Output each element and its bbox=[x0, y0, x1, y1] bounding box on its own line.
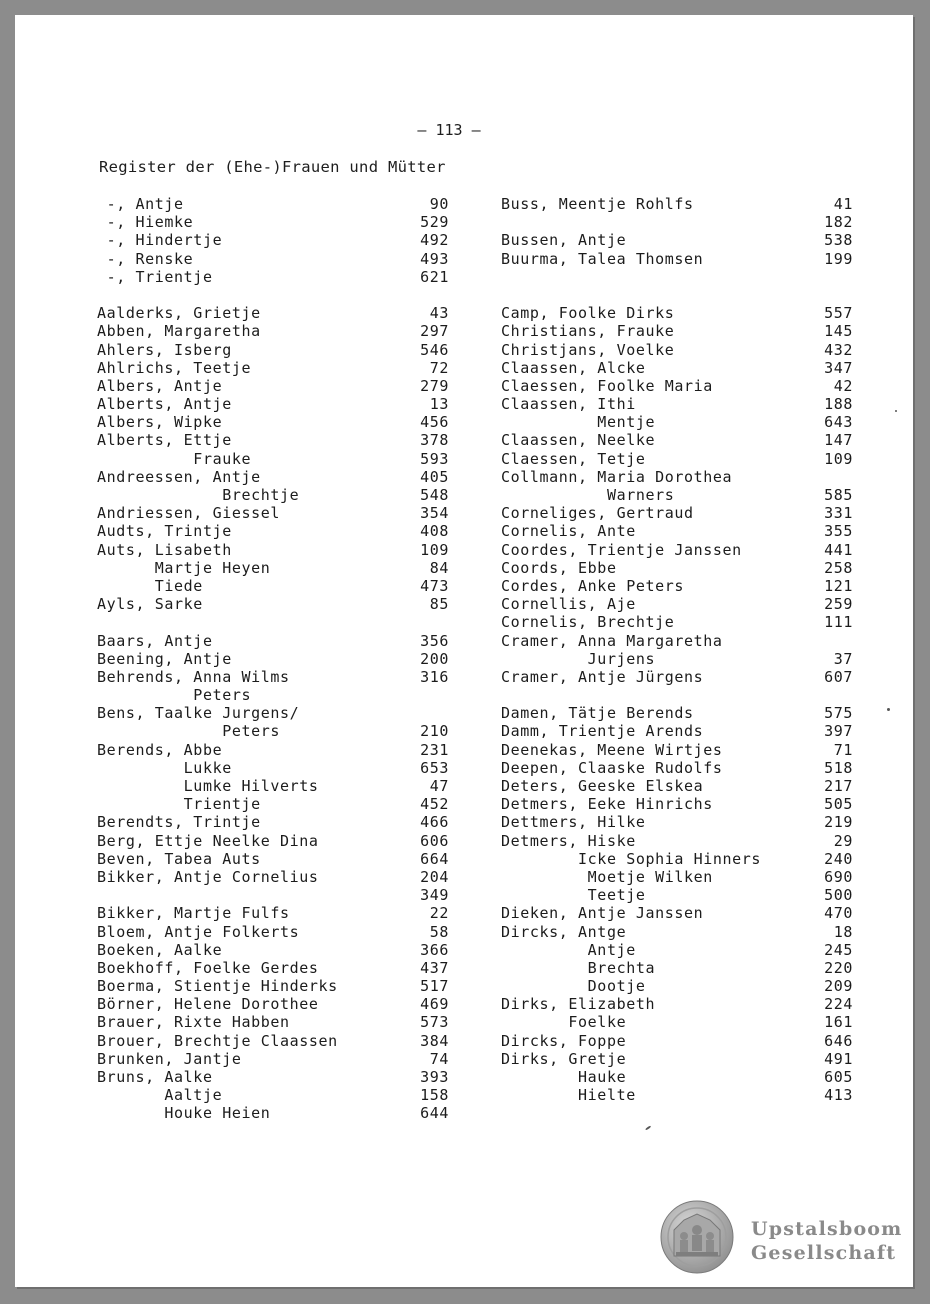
entry-name: Jurjens bbox=[501, 649, 656, 668]
register-entry bbox=[501, 559, 853, 577]
entry-page-number: 22 bbox=[429, 904, 449, 923]
society-seal-icon bbox=[660, 1200, 734, 1274]
register-column-left bbox=[97, 195, 449, 1123]
entry-name: Beening, Antje bbox=[97, 649, 232, 668]
entry-page-number: 646 bbox=[824, 1031, 853, 1050]
entry-page-number: 500 bbox=[824, 886, 853, 905]
entry-page-number: 41 bbox=[833, 195, 853, 213]
entry-name: Berg, Ettje Neelke Dina bbox=[97, 831, 319, 850]
register-entry bbox=[501, 686, 853, 704]
entry-name: Bens, Taalke Jurgens/ bbox=[97, 704, 300, 723]
entry-page-number: 405 bbox=[420, 467, 449, 486]
register-entry bbox=[501, 231, 853, 249]
register-entry bbox=[97, 468, 449, 486]
register-entry bbox=[501, 1013, 853, 1031]
page-title: Register der (Ehe-)Frauen und Mütter bbox=[99, 158, 446, 176]
register-entry bbox=[501, 1050, 853, 1068]
register-entry bbox=[501, 268, 853, 286]
entry-page-number: 356 bbox=[420, 631, 449, 650]
entry-page-number: 18 bbox=[833, 922, 853, 941]
register-entry bbox=[97, 650, 449, 668]
entry-name: Deters, Geeske Elskea bbox=[501, 777, 704, 795]
entry-page-number: 575 bbox=[824, 704, 853, 723]
entry-name: Dircks, Antge bbox=[501, 922, 627, 941]
register-entry bbox=[501, 341, 853, 359]
register-entry bbox=[97, 541, 449, 559]
register-entry bbox=[501, 1032, 853, 1050]
entry-name: Camp, Foolke Dirks bbox=[501, 304, 675, 323]
entry-name: Claassen, Alcke bbox=[501, 358, 646, 377]
entry-page-number: 47 bbox=[429, 777, 449, 795]
register-entry bbox=[501, 923, 853, 941]
entry-name: Damm, Trientje Arends bbox=[501, 722, 704, 741]
entry-page-number: 245 bbox=[824, 940, 853, 959]
entry-page-number: 13 bbox=[429, 395, 449, 414]
entry-name: Dieken, Antje Janssen bbox=[501, 904, 704, 923]
register-entry bbox=[501, 832, 853, 850]
register-entry bbox=[97, 832, 449, 850]
register-entry bbox=[97, 304, 449, 322]
entry-page-number: 437 bbox=[420, 958, 449, 977]
register-entry bbox=[501, 813, 853, 831]
entry-page-number: 384 bbox=[420, 1031, 449, 1050]
register-entry bbox=[501, 322, 853, 340]
entry-page-number: 432 bbox=[824, 340, 853, 359]
entry-page-number: 546 bbox=[420, 340, 449, 359]
entry-page-number: 161 bbox=[824, 1013, 853, 1032]
entry-page-number: 217 bbox=[824, 777, 853, 795]
register-entry bbox=[97, 268, 449, 286]
register-entry bbox=[97, 613, 449, 631]
entry-name: Deenekas, Meene Wirtjes bbox=[501, 740, 723, 759]
entry-page-number: 607 bbox=[824, 667, 853, 686]
entry-name: Ayls, Sarke bbox=[97, 595, 203, 614]
page-number: – 113 – bbox=[417, 121, 481, 139]
entry-name: Peters bbox=[97, 722, 280, 741]
entry-name: Boekhoff, Foelke Gerdes bbox=[97, 958, 319, 977]
entry-name: Dircks, Foppe bbox=[501, 1031, 627, 1050]
register-entry bbox=[97, 741, 449, 759]
register-entry bbox=[97, 1032, 449, 1050]
entry-page-number: 690 bbox=[824, 867, 853, 886]
entry-name: Corneliges, Gertraud bbox=[501, 504, 694, 523]
entry-page-number: 259 bbox=[824, 595, 853, 614]
register-entry bbox=[97, 395, 449, 413]
register-entry bbox=[97, 450, 449, 468]
register-entry bbox=[97, 977, 449, 995]
register-entry bbox=[97, 850, 449, 868]
entry-page-number: 548 bbox=[420, 486, 449, 504]
entry-page-number: 493 bbox=[420, 249, 449, 268]
entry-name: Buurma, Talea Thomsen bbox=[501, 249, 704, 268]
register-entry bbox=[501, 250, 853, 268]
entry-page-number: 109 bbox=[824, 449, 853, 468]
register-entry bbox=[97, 923, 449, 941]
entry-page-number: 492 bbox=[420, 231, 449, 250]
entry-page-number: 349 bbox=[420, 886, 449, 905]
entry-page-number: 354 bbox=[420, 504, 449, 523]
entry-name: Bruns, Aalke bbox=[97, 1068, 213, 1086]
register-entry bbox=[97, 322, 449, 340]
register-entry bbox=[501, 468, 853, 486]
register-entry bbox=[97, 250, 449, 268]
entry-name: Teetje bbox=[501, 886, 646, 905]
register-entry bbox=[501, 577, 853, 595]
register-entry bbox=[501, 286, 853, 304]
entry-name: Bikker, Martje Fulfs bbox=[97, 904, 290, 923]
paper-speck bbox=[895, 410, 897, 412]
register-entry bbox=[97, 286, 449, 304]
entry-name: Behrends, Anna Wilms bbox=[97, 667, 290, 686]
entry-name: Albers, Antje bbox=[97, 376, 223, 395]
entry-name: Frauke bbox=[97, 449, 252, 468]
register-entry bbox=[501, 1068, 853, 1086]
paper-speck bbox=[645, 1125, 651, 1130]
register-entry bbox=[97, 1086, 449, 1104]
entry-name: Buss, Meentje Rohlfs bbox=[501, 195, 694, 213]
entry-name: -, Hindertje bbox=[97, 231, 223, 250]
entry-name: Antje bbox=[501, 940, 636, 959]
entry-page-number: 621 bbox=[420, 267, 449, 286]
register-entry bbox=[97, 559, 449, 577]
entry-page-number: 279 bbox=[420, 376, 449, 395]
register-entry bbox=[501, 377, 853, 395]
entry-name: Warners bbox=[501, 486, 675, 504]
entry-name: Claessen, Foolke Maria bbox=[501, 376, 713, 395]
entry-page-number: 84 bbox=[429, 558, 449, 577]
entry-page-number: 220 bbox=[824, 958, 853, 977]
entry-name: Martje Heyen bbox=[97, 558, 271, 577]
entry-name: Christians, Frauke bbox=[501, 322, 675, 341]
entry-name: Boeken, Aalke bbox=[97, 940, 223, 959]
entry-page-number: 147 bbox=[824, 431, 853, 450]
register-entry bbox=[97, 504, 449, 522]
entry-page-number: 200 bbox=[420, 649, 449, 668]
register-entry bbox=[501, 977, 853, 995]
entry-page-number: 297 bbox=[420, 322, 449, 341]
entry-name: Beven, Tabea Auts bbox=[97, 849, 261, 868]
entry-page-number: 111 bbox=[824, 613, 853, 632]
entry-page-number: 606 bbox=[420, 831, 449, 850]
register-entry bbox=[501, 704, 853, 722]
entry-name: Coords, Ebbe bbox=[501, 558, 617, 577]
register-entry bbox=[501, 613, 853, 631]
register-entry bbox=[501, 795, 853, 813]
entry-name: Dootje bbox=[501, 977, 646, 996]
entry-name: Lumke Hilverts bbox=[97, 777, 319, 795]
register-entry bbox=[97, 195, 449, 213]
entry-name: Damen, Tätje Berends bbox=[501, 704, 694, 723]
entry-page-number: 505 bbox=[824, 795, 853, 814]
entry-page-number: 355 bbox=[824, 522, 853, 541]
society-wordmark bbox=[751, 1217, 903, 1265]
entry-name: Alberts, Antje bbox=[97, 395, 232, 414]
register-entry bbox=[501, 668, 853, 686]
register-entry bbox=[97, 1050, 449, 1068]
entry-page-number: 121 bbox=[824, 576, 853, 595]
register-entry bbox=[501, 632, 853, 650]
entry-name: Foelke bbox=[501, 1013, 627, 1032]
register-entry bbox=[501, 413, 853, 431]
entry-name: Baars, Antje bbox=[97, 631, 213, 650]
register-entry bbox=[97, 431, 449, 449]
register-entry bbox=[501, 941, 853, 959]
entry-page-number: 605 bbox=[824, 1068, 853, 1086]
entry-page-number: 158 bbox=[420, 1086, 449, 1105]
register-entry bbox=[97, 886, 449, 904]
entry-name: Hielte bbox=[501, 1086, 636, 1105]
register-entry bbox=[501, 541, 853, 559]
register-entry bbox=[501, 395, 853, 413]
entry-page-number: 397 bbox=[824, 722, 853, 741]
entry-page-number: 210 bbox=[420, 722, 449, 741]
entry-page-number: 29 bbox=[833, 831, 853, 850]
brand-line-2: Gesellschaft bbox=[751, 1242, 897, 1264]
register-entry bbox=[501, 777, 853, 795]
register-entry bbox=[501, 431, 853, 449]
register-entry bbox=[97, 904, 449, 922]
entry-page-number: 456 bbox=[420, 413, 449, 432]
entry-page-number: 71 bbox=[833, 740, 853, 759]
register-entry bbox=[501, 722, 853, 740]
entry-page-number: 224 bbox=[824, 995, 853, 1014]
brand-line-1: Upstalsboom bbox=[751, 1218, 903, 1240]
entry-name: Houke Heien bbox=[97, 1104, 271, 1123]
register-entry bbox=[97, 813, 449, 831]
register-entry bbox=[501, 850, 853, 868]
register-entry bbox=[501, 504, 853, 522]
register-entry bbox=[97, 959, 449, 977]
register-entry bbox=[97, 668, 449, 686]
entry-page-number: 470 bbox=[824, 904, 853, 923]
register-entry bbox=[501, 304, 853, 322]
register-entry bbox=[97, 359, 449, 377]
entry-page-number: 199 bbox=[824, 249, 853, 268]
entry-page-number: 188 bbox=[824, 395, 853, 414]
entry-page-number: 209 bbox=[824, 977, 853, 996]
register-entry bbox=[501, 650, 853, 668]
entry-name: -, Renske bbox=[97, 249, 194, 268]
entry-page-number: 72 bbox=[429, 358, 449, 377]
entry-name: Abben, Margaretha bbox=[97, 322, 261, 341]
register-entry bbox=[97, 722, 449, 740]
register-entry bbox=[97, 632, 449, 650]
register-entry bbox=[501, 213, 853, 231]
entry-name: Trientje bbox=[97, 795, 261, 814]
entry-name: Dirks, Elizabeth bbox=[501, 995, 656, 1014]
register-entry bbox=[97, 231, 449, 249]
entry-name: Detmers, Hiske bbox=[501, 831, 636, 850]
entry-name: Detmers, Eeke Hinrichs bbox=[501, 795, 713, 814]
entry-name: Berends, Abbe bbox=[97, 740, 223, 759]
entry-name: Deepen, Claaske Rudolfs bbox=[501, 758, 723, 777]
entry-page-number: 593 bbox=[420, 449, 449, 468]
entry-name: Albers, Wipke bbox=[97, 413, 223, 432]
document-page bbox=[15, 15, 913, 1287]
entry-name: Andriessen, Giessel bbox=[97, 504, 280, 523]
entry-name: Claassen, Neelke bbox=[501, 431, 656, 450]
register-entry bbox=[501, 486, 853, 504]
entry-page-number: 557 bbox=[824, 304, 853, 323]
register-entry bbox=[97, 704, 449, 722]
entry-page-number: 573 bbox=[420, 1013, 449, 1032]
register-entry bbox=[97, 1068, 449, 1086]
entry-name: Brechtje bbox=[97, 486, 300, 504]
entry-name: -, Antje bbox=[97, 195, 184, 213]
entry-page-number: 491 bbox=[824, 1049, 853, 1068]
register-entry bbox=[97, 795, 449, 813]
entry-page-number: 529 bbox=[420, 213, 449, 232]
register-entry bbox=[97, 377, 449, 395]
entry-page-number: 90 bbox=[429, 195, 449, 213]
entry-name: Auts, Lisabeth bbox=[97, 540, 232, 559]
register-entry bbox=[97, 595, 449, 613]
entry-name: Audts, Trintje bbox=[97, 522, 232, 541]
entry-page-number: 182 bbox=[824, 213, 853, 232]
entry-page-number: 585 bbox=[824, 486, 853, 504]
entry-page-number: 42 bbox=[833, 376, 853, 395]
register-entry bbox=[501, 195, 853, 213]
register-entry bbox=[97, 413, 449, 431]
entry-name: Ahlrichs, Teetje bbox=[97, 358, 252, 377]
entry-name: Dettmers, Hilke bbox=[501, 813, 646, 832]
entry-name: Cornelis, Brechtje bbox=[501, 613, 675, 632]
entry-page-number: 316 bbox=[420, 667, 449, 686]
entry-name: Collmann, Maria Dorothea bbox=[501, 467, 733, 486]
entry-name: Coordes, Trientje Janssen bbox=[501, 540, 742, 559]
entry-name: Andreessen, Antje bbox=[97, 467, 261, 486]
entry-page-number: 473 bbox=[420, 576, 449, 595]
entry-page-number: 413 bbox=[824, 1086, 853, 1105]
register-entry bbox=[501, 522, 853, 540]
entry-name: Alberts, Ettje bbox=[97, 431, 232, 450]
entry-page-number: 538 bbox=[824, 231, 853, 250]
entry-page-number: 219 bbox=[824, 813, 853, 832]
entry-page-number: 466 bbox=[420, 813, 449, 832]
entry-name: Moetje Wilken bbox=[501, 867, 713, 886]
entry-name: Hauke bbox=[501, 1068, 627, 1086]
entry-page-number: 393 bbox=[420, 1068, 449, 1086]
register-entry bbox=[501, 741, 853, 759]
register-entry bbox=[97, 686, 449, 704]
entry-page-number: 518 bbox=[824, 758, 853, 777]
entry-page-number: 643 bbox=[824, 413, 853, 432]
entry-page-number: 231 bbox=[420, 740, 449, 759]
entry-name: Börner, Helene Dorothee bbox=[97, 995, 319, 1014]
entry-page-number: 258 bbox=[824, 558, 853, 577]
entry-name: Christjans, Voelke bbox=[501, 340, 675, 359]
entry-page-number: 331 bbox=[824, 504, 853, 523]
register-entry bbox=[97, 1013, 449, 1031]
entry-page-number: 240 bbox=[824, 849, 853, 868]
entry-page-number: 204 bbox=[420, 867, 449, 886]
register-entry bbox=[501, 359, 853, 377]
entry-page-number: 74 bbox=[429, 1049, 449, 1068]
entry-name: Bussen, Antje bbox=[501, 231, 627, 250]
entry-page-number: 441 bbox=[824, 540, 853, 559]
entry-name: Peters bbox=[97, 686, 252, 705]
entry-name: -, Trientje bbox=[97, 267, 213, 286]
register-entry bbox=[97, 522, 449, 540]
entry-page-number: 347 bbox=[824, 358, 853, 377]
register-entry bbox=[501, 995, 853, 1013]
register-entry bbox=[501, 904, 853, 922]
entry-page-number: 408 bbox=[420, 522, 449, 541]
register-entry bbox=[97, 868, 449, 886]
register-entry bbox=[501, 886, 853, 904]
entry-name: Brouer, Brechtje Claassen bbox=[97, 1031, 338, 1050]
entry-name: Cramer, Antje Jürgens bbox=[501, 667, 704, 686]
register-entry bbox=[97, 486, 449, 504]
entry-page-number: 378 bbox=[420, 431, 449, 450]
register-entry bbox=[501, 595, 853, 613]
register-entry bbox=[501, 868, 853, 886]
entry-page-number: 85 bbox=[429, 595, 449, 614]
entry-name: Ahlers, Isberg bbox=[97, 340, 232, 359]
entry-page-number: 145 bbox=[824, 322, 853, 341]
register-entry bbox=[97, 941, 449, 959]
register-entry bbox=[97, 777, 449, 795]
entry-name: Brunken, Jantje bbox=[97, 1049, 242, 1068]
entry-name: Cornelis, Ante bbox=[501, 522, 636, 541]
entry-name: Bikker, Antje Cornelius bbox=[97, 867, 319, 886]
entry-page-number: 653 bbox=[420, 758, 449, 777]
entry-page-number: 644 bbox=[420, 1104, 449, 1123]
register-entry bbox=[501, 759, 853, 777]
entry-name: -, Hiemke bbox=[97, 213, 194, 232]
entry-name: Brauer, Rixte Habben bbox=[97, 1013, 290, 1032]
register-entry bbox=[97, 577, 449, 595]
register-entry bbox=[97, 995, 449, 1013]
entry-name: Tiede bbox=[97, 576, 203, 595]
register-entry bbox=[97, 1104, 449, 1122]
entry-page-number: 109 bbox=[420, 540, 449, 559]
entry-name: Aaltje bbox=[97, 1086, 223, 1105]
paper-speck bbox=[887, 708, 890, 711]
register-entry bbox=[501, 1086, 853, 1104]
entry-page-number: 43 bbox=[429, 304, 449, 323]
entry-page-number: 37 bbox=[833, 649, 853, 668]
entry-name: Cramer, Anna Margaretha bbox=[501, 631, 723, 650]
entry-name: Aalderks, Grietje bbox=[97, 304, 261, 323]
entry-page-number: 452 bbox=[420, 795, 449, 814]
entry-name: Mentje bbox=[501, 413, 656, 432]
entry-name: Bloem, Antje Folkerts bbox=[97, 922, 300, 941]
entry-name: Lukke bbox=[97, 758, 232, 777]
register-entry bbox=[501, 450, 853, 468]
entry-name: Dirks, Gretje bbox=[501, 1049, 627, 1068]
entry-name: Claessen, Tetje bbox=[501, 449, 646, 468]
entry-page-number: 58 bbox=[429, 922, 449, 941]
register-entry bbox=[97, 213, 449, 231]
entry-name: Cornellis, Aje bbox=[501, 595, 636, 614]
register-entry bbox=[97, 759, 449, 777]
entry-name: Boerma, Stientje Hinderks bbox=[97, 977, 338, 996]
register-entry bbox=[501, 959, 853, 977]
entry-page-number: 469 bbox=[420, 995, 449, 1014]
register-column-right bbox=[501, 195, 853, 1104]
entry-page-number: 366 bbox=[420, 940, 449, 959]
register-entry bbox=[97, 341, 449, 359]
entry-page-number: 664 bbox=[420, 849, 449, 868]
entry-name: Brechta bbox=[501, 958, 656, 977]
entry-name: Berendts, Trintje bbox=[97, 813, 261, 832]
entry-page-number: 517 bbox=[420, 977, 449, 996]
entry-name: Icke Sophia Hinners bbox=[501, 849, 762, 868]
entry-name: Claassen, Ithi bbox=[501, 395, 636, 414]
entry-name: Cordes, Anke Peters bbox=[501, 576, 684, 595]
